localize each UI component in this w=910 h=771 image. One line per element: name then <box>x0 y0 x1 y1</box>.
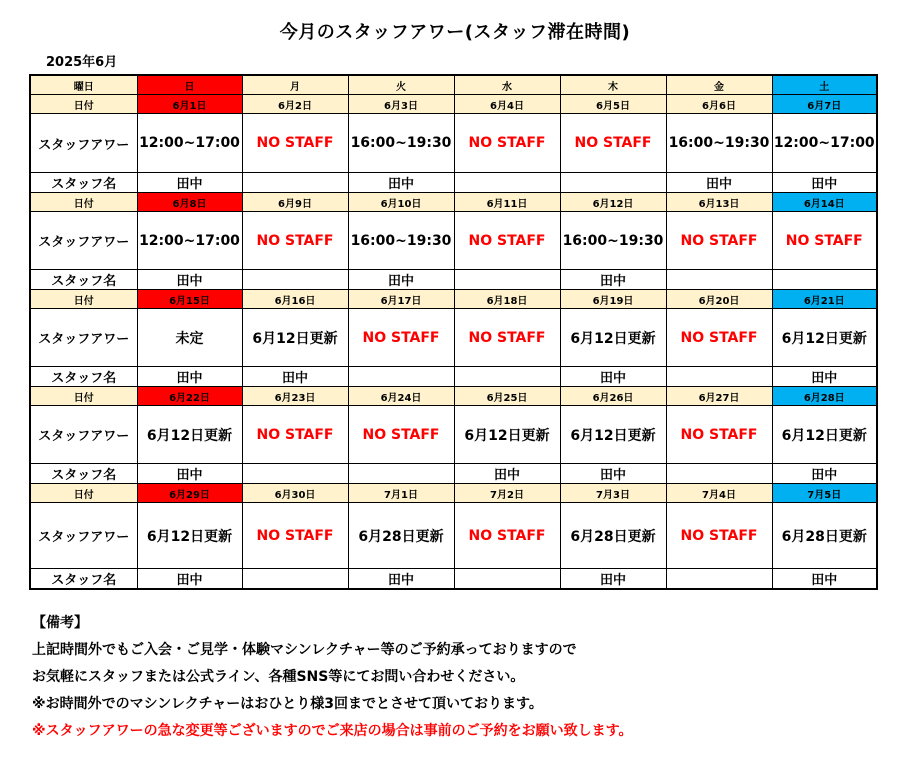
date-row <box>30 484 877 503</box>
date-cell: 6月8日 <box>137 193 242 212</box>
date-cell: 6月13日 <box>666 193 772 212</box>
staff-cell <box>454 270 560 290</box>
hours-row <box>30 212 877 270</box>
date-cell: 6月3日 <box>348 95 454 114</box>
staff-cell: 田中 <box>348 569 454 590</box>
notes-heading: 【備考】 <box>32 615 88 631</box>
date-cell: 6月27日 <box>666 387 772 406</box>
weekday-thu: 木 <box>560 75 666 95</box>
staff-row <box>30 464 877 484</box>
hours-cell: 6月12日更新 <box>772 406 877 464</box>
hours-cell: NO STAFF <box>454 309 560 367</box>
hours-cell: NO STAFF <box>560 114 666 173</box>
staff-cell <box>666 367 772 387</box>
date-row <box>30 387 877 406</box>
date-cell: 6月4日 <box>454 95 560 114</box>
hours-row-label: スタッフアワー <box>30 309 137 367</box>
date-cell: 6月16日 <box>242 290 348 309</box>
staff-row-label: スタッフ名 <box>30 569 137 590</box>
date-cell: 7月2日 <box>454 484 560 503</box>
date-cell: 6月12日 <box>560 193 666 212</box>
date-row-label: 日付 <box>30 290 137 309</box>
weekday-wed: 水 <box>454 75 560 95</box>
hours-cell: NO STAFF <box>454 503 560 569</box>
date-cell: 7月1日 <box>348 484 454 503</box>
hours-cell: 12:00~17:00 <box>137 212 242 270</box>
staff-row <box>30 569 877 590</box>
weekday-header-row <box>30 75 877 95</box>
date-cell: 6月18日 <box>454 290 560 309</box>
date-cell: 6月17日 <box>348 290 454 309</box>
month-label: 2025年6月 <box>46 55 118 70</box>
hours-cell: 6月12日更新 <box>560 406 666 464</box>
staff-cell: 田中 <box>560 270 666 290</box>
hours-row-label: スタッフアワー <box>30 212 137 270</box>
staff-cell: 田中 <box>560 464 666 484</box>
date-cell: 6月1日 <box>137 95 242 114</box>
notes-line-2: お気軽にスタッフまたは公式ライン、各種SNS等にてお問い合わせください。 <box>32 669 525 685</box>
date-row-label: 日付 <box>30 193 137 212</box>
staff-cell <box>242 569 348 590</box>
notes-section <box>32 610 633 745</box>
hours-cell: 6月12日更新 <box>137 406 242 464</box>
staff-row <box>30 173 877 193</box>
hours-row <box>30 309 877 367</box>
date-cell: 6月24日 <box>348 387 454 406</box>
date-row <box>30 290 877 309</box>
hours-cell: 16:00~19:30 <box>348 114 454 173</box>
staff-cell: 田中 <box>454 464 560 484</box>
hours-cell: NO STAFF <box>454 114 560 173</box>
date-row <box>30 95 877 114</box>
staff-cell <box>666 270 772 290</box>
date-cell: 6月30日 <box>242 484 348 503</box>
staff-row-label: スタッフ名 <box>30 173 137 193</box>
hours-cell: NO STAFF <box>666 406 772 464</box>
hours-cell: NO STAFF <box>666 503 772 569</box>
staff-cell: 田中 <box>137 367 242 387</box>
staff-cell: 田中 <box>137 464 242 484</box>
staff-cell: 田中 <box>242 367 348 387</box>
staff-cell <box>454 173 560 193</box>
date-cell: 6月14日 <box>772 193 877 212</box>
date-cell: 6月6日 <box>666 95 772 114</box>
staff-cell <box>242 270 348 290</box>
hours-cell: NO STAFF <box>242 212 348 270</box>
staff-cell: 田中 <box>772 464 877 484</box>
hours-row-label: スタッフアワー <box>30 406 137 464</box>
date-cell: 6月19日 <box>560 290 666 309</box>
hours-row <box>30 503 877 569</box>
notes-line-1: 上記時間外でもご入会・ご見学・体験マシンレクチャー等のご予約承っておりますので <box>32 642 577 658</box>
staff-cell <box>242 464 348 484</box>
hours-cell: NO STAFF <box>242 406 348 464</box>
date-cell: 6月25日 <box>454 387 560 406</box>
date-cell: 7月3日 <box>560 484 666 503</box>
staff-row <box>30 270 877 290</box>
hours-row <box>30 114 877 173</box>
hours-cell: 6月12日更新 <box>242 309 348 367</box>
staff-cell: 田中 <box>137 173 242 193</box>
date-cell: 6月15日 <box>137 290 242 309</box>
weekday-fri: 金 <box>666 75 772 95</box>
date-cell: 7月4日 <box>666 484 772 503</box>
staff-row-label: スタッフ名 <box>30 367 137 387</box>
date-cell: 6月2日 <box>242 95 348 114</box>
staff-cell <box>242 173 348 193</box>
staff-cell: 田中 <box>137 569 242 590</box>
staff-cell <box>454 367 560 387</box>
schedule-body <box>30 75 877 589</box>
date-cell: 6月10日 <box>348 193 454 212</box>
staff-cell: 田中 <box>772 569 877 590</box>
weekday-header-label: 曜日 <box>30 75 137 95</box>
date-cell: 6月11日 <box>454 193 560 212</box>
weekday-tue: 火 <box>348 75 454 95</box>
hours-cell: NO STAFF <box>242 114 348 173</box>
date-row-label: 日付 <box>30 484 137 503</box>
staff-cell <box>454 569 560 590</box>
staff-cell: 田中 <box>560 569 666 590</box>
date-cell: 6月21日 <box>772 290 877 309</box>
hours-row-label: スタッフアワー <box>30 114 137 173</box>
hours-cell: 16:00~19:30 <box>666 114 772 173</box>
date-row <box>30 193 877 212</box>
hours-cell: 6月12日更新 <box>454 406 560 464</box>
hours-cell: 12:00~17:00 <box>772 114 877 173</box>
hours-cell: NO STAFF <box>348 406 454 464</box>
hours-row-label: スタッフアワー <box>30 503 137 569</box>
notes-warning: ※スタッフアワーの急な変更等ございますのでご来店の場合は事前のご予約をお願い致します。 <box>32 723 633 739</box>
hours-cell: 6月28日更新 <box>772 503 877 569</box>
staff-row-label: スタッフ名 <box>30 464 137 484</box>
staff-cell: 田中 <box>772 367 877 387</box>
hours-cell: NO STAFF <box>454 212 560 270</box>
staff-cell: 田中 <box>560 367 666 387</box>
staff-cell <box>348 367 454 387</box>
staff-cell <box>666 464 772 484</box>
staff-row-label: スタッフ名 <box>30 270 137 290</box>
date-cell: 6月23日 <box>242 387 348 406</box>
date-cell: 6月22日 <box>137 387 242 406</box>
date-cell: 6月7日 <box>772 95 877 114</box>
hours-cell: NO STAFF <box>666 212 772 270</box>
hours-cell: NO STAFF <box>348 309 454 367</box>
staff-cell <box>560 173 666 193</box>
date-cell: 6月9日 <box>242 193 348 212</box>
hours-cell: 6月12日更新 <box>772 309 877 367</box>
date-row-label: 日付 <box>30 95 137 114</box>
weekday-mon: 月 <box>242 75 348 95</box>
date-cell: 6月28日 <box>772 387 877 406</box>
date-cell: 7月5日 <box>772 484 877 503</box>
staff-cell <box>348 464 454 484</box>
staff-cell <box>666 569 772 590</box>
date-cell: 6月20日 <box>666 290 772 309</box>
hours-cell: 12:00~17:00 <box>137 114 242 173</box>
hours-cell: NO STAFF <box>772 212 877 270</box>
staff-cell: 田中 <box>137 270 242 290</box>
staff-cell <box>772 270 877 290</box>
notes-line-3: ※お時間外でのマシンレクチャーはおひとり様3回までとさせて頂いております。 <box>32 696 543 712</box>
hours-cell: 16:00~19:30 <box>560 212 666 270</box>
page-title: 今月のスタッフアワー(スタッフ滞在時間) <box>279 22 631 43</box>
staff-cell: 田中 <box>666 173 772 193</box>
staff-cell: 田中 <box>772 173 877 193</box>
date-cell: 6月29日 <box>137 484 242 503</box>
date-cell: 6月5日 <box>560 95 666 114</box>
staff-cell: 田中 <box>348 173 454 193</box>
hours-cell: 6月28日更新 <box>560 503 666 569</box>
hours-cell: 6月28日更新 <box>348 503 454 569</box>
date-cell: 6月26日 <box>560 387 666 406</box>
date-row-label: 日付 <box>30 387 137 406</box>
hours-row <box>30 406 877 464</box>
schedule-table <box>29 74 878 590</box>
hours-cell: 16:00~19:30 <box>348 212 454 270</box>
hours-cell: 6月12日更新 <box>137 503 242 569</box>
staff-cell: 田中 <box>348 270 454 290</box>
hours-cell: NO STAFF <box>666 309 772 367</box>
hours-cell: 未定 <box>137 309 242 367</box>
hours-cell: NO STAFF <box>242 503 348 569</box>
hours-cell: 6月12日更新 <box>560 309 666 367</box>
weekday-sun: 日 <box>137 75 242 95</box>
weekday-sat: 土 <box>772 75 877 95</box>
staff-row <box>30 367 877 387</box>
